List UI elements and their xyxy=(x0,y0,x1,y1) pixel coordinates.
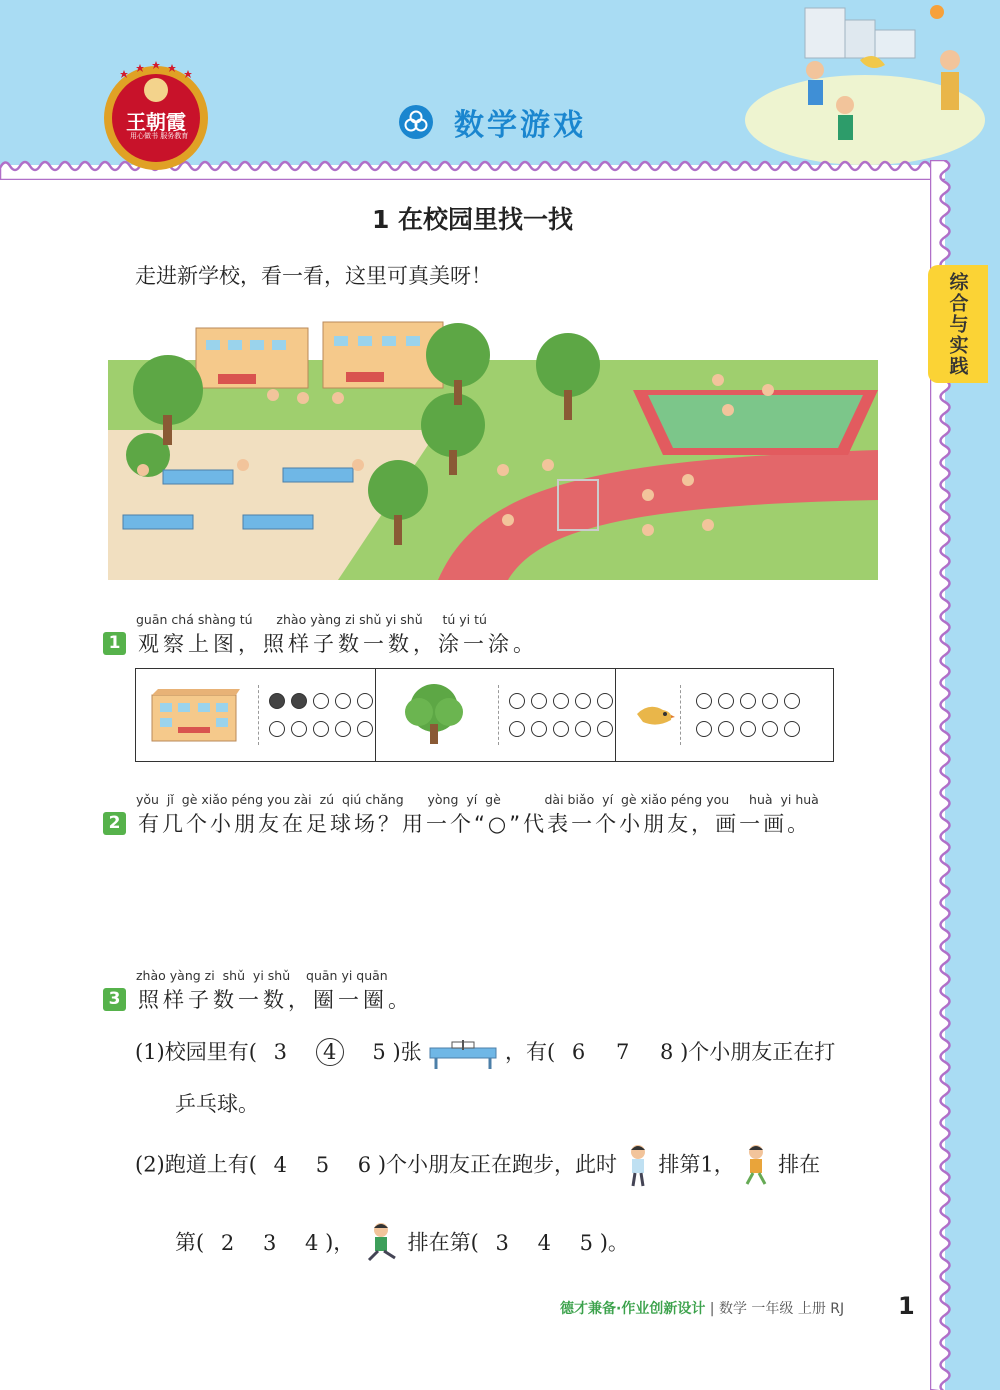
logo-tagline: 用心做书 服务教育 xyxy=(130,132,189,140)
tree-circles[interactable] xyxy=(509,693,615,737)
empty-circle[interactable] xyxy=(357,693,373,709)
sub1-option[interactable]: 3 xyxy=(273,1040,288,1064)
empty-circle[interactable] xyxy=(553,721,569,737)
q1-text: 观察上图，照样子数一数，涂一涂。 xyxy=(138,632,538,656)
bird-icon xyxy=(633,700,675,730)
cell-divider xyxy=(498,685,499,745)
empty-circle[interactable] xyxy=(762,721,778,737)
sub2-line2-pre: 第( xyxy=(175,1230,205,1255)
sub1-mid2: ，有( xyxy=(505,1040,556,1064)
lesson-title: 1 在校园里找一找 xyxy=(371,205,574,234)
empty-circle[interactable] xyxy=(696,693,712,709)
q3-sub2-line2 xyxy=(175,1222,629,1266)
empty-circle[interactable] xyxy=(531,693,547,709)
filled-circle[interactable] xyxy=(269,693,285,709)
sub2-option[interactable]: 5 xyxy=(315,1152,330,1177)
empty-circle[interactable] xyxy=(509,721,525,737)
logo-brand-text: 王朝霞 xyxy=(126,110,186,134)
empty-circle[interactable] xyxy=(531,721,547,737)
q1-count-table xyxy=(135,668,834,762)
q3-sub1-line1 xyxy=(135,1036,835,1070)
sub1-option-circled[interactable]: 4 xyxy=(316,1038,344,1066)
page-footer xyxy=(560,1298,844,1318)
empty-circle[interactable] xyxy=(335,693,351,709)
sub2-option2[interactable]: 3 xyxy=(262,1230,277,1255)
question-1 xyxy=(103,612,538,658)
empty-circle[interactable] xyxy=(696,721,712,737)
sub2-line2-rank: 排在第( xyxy=(407,1230,479,1255)
campus-scene-illustration xyxy=(108,300,878,580)
sub1-option2[interactable]: 8 xyxy=(660,1040,674,1064)
q2-text: 有几个小朋友在足球场？用一个“○”代表一个小朋友，画一画。 xyxy=(138,812,812,836)
footer-series: 德才兼备·作业创新设计 xyxy=(560,1301,706,1317)
empty-circle[interactable] xyxy=(553,693,569,709)
q3-text: 照样子数一数，圈一圈。 xyxy=(138,988,413,1012)
empty-circle[interactable] xyxy=(269,721,285,737)
school-kids-illustration xyxy=(745,0,1000,170)
sub2-option2[interactable]: 2 xyxy=(220,1230,235,1255)
three-circles-icon xyxy=(398,104,434,140)
footer-info: | 数学 一年级 上册 RJ xyxy=(709,1301,845,1317)
empty-circle[interactable] xyxy=(335,721,351,737)
sub2-rank1: 排第1， xyxy=(658,1152,735,1177)
sub2-option[interactable]: 6 xyxy=(357,1152,372,1177)
cell-divider xyxy=(680,685,681,745)
empty-circle[interactable] xyxy=(597,721,613,737)
empty-circle[interactable] xyxy=(575,721,591,737)
empty-circle[interactable] xyxy=(597,693,613,709)
unit-title: 数学游戏 xyxy=(454,108,586,143)
q2-pinyin: yǒu jǐ gè xiǎo péng you zài zú qiú chǎng yòng yí gè dài biǎo yí gè xiǎo péng you huà yi huà xyxy=(136,792,819,807)
sub2-option3[interactable]: 3 xyxy=(495,1230,509,1255)
sub2-line2-end: )。 xyxy=(599,1230,629,1255)
count-cell-building xyxy=(136,669,375,761)
side-tab[interactable]: 综合与实践 xyxy=(928,265,988,383)
sub2-option2[interactable]: 4 xyxy=(305,1230,319,1255)
filled-circle[interactable] xyxy=(291,693,307,709)
building-icon xyxy=(148,685,240,745)
sub1-option2[interactable]: 6 xyxy=(571,1040,586,1064)
page-number: 1 xyxy=(898,1292,915,1320)
empty-circle[interactable] xyxy=(313,693,329,709)
sub2-post: )个小朋友正在跑步，此时 xyxy=(377,1152,618,1177)
sub2-option3[interactable]: 5 xyxy=(579,1230,594,1255)
empty-circle[interactable] xyxy=(291,721,307,737)
empty-circle[interactable] xyxy=(509,693,525,709)
cell-divider xyxy=(258,685,259,745)
count-cell-tree xyxy=(375,669,615,761)
sub1-continuation: 乒乓球。 xyxy=(175,1092,259,1116)
count-cell-bird xyxy=(615,669,833,761)
empty-circle[interactable] xyxy=(718,721,734,737)
unit-header xyxy=(398,100,586,144)
tree-icon xyxy=(399,682,469,748)
empty-circle[interactable] xyxy=(740,721,756,737)
question-3 xyxy=(103,968,413,1014)
runner-girl-icon xyxy=(741,1144,771,1188)
sub1-pre: (1)校园里有( xyxy=(135,1040,257,1064)
ping-pong-table-icon xyxy=(428,1038,498,1070)
runner-boy-green-icon xyxy=(361,1222,401,1266)
empty-circle[interactable] xyxy=(762,693,778,709)
sub2-pre: (2)跑道上有( xyxy=(135,1152,257,1177)
sub1-post: )个小朋友正在打 xyxy=(680,1040,836,1064)
q1-pinyin: guān chá shàng tú zhào yàng zi shǔ yi shǔ tú yi tú xyxy=(136,612,487,627)
sub2-option3[interactable]: 4 xyxy=(537,1230,551,1255)
sub1-option[interactable]: 5 xyxy=(372,1040,386,1064)
q1-number: 1 xyxy=(103,632,126,655)
intro-text: 走进新学校，看一看，这里可真美呀！ xyxy=(135,264,492,288)
q3-pinyin: zhào yàng zi shǔ yi shǔ quān yi quān xyxy=(136,968,388,983)
building-circles[interactable] xyxy=(269,693,375,737)
empty-circle[interactable] xyxy=(718,693,734,709)
sub1-option2[interactable]: 7 xyxy=(615,1040,630,1064)
empty-circle[interactable] xyxy=(740,693,756,709)
q3-number: 3 xyxy=(103,988,126,1011)
sub2-option[interactable]: 4 xyxy=(273,1152,288,1177)
sub1-mid: )张 xyxy=(392,1040,422,1064)
empty-circle[interactable] xyxy=(784,693,800,709)
sub2-rank2: 排在 xyxy=(778,1152,821,1177)
empty-circle[interactable] xyxy=(357,721,373,737)
q2-number: 2 xyxy=(103,812,126,835)
bird-circles[interactable] xyxy=(696,693,802,737)
sub2-line2-mid: )， xyxy=(325,1230,355,1255)
runner-boy-icon xyxy=(624,1144,652,1188)
empty-circle[interactable] xyxy=(784,721,800,737)
question-2 xyxy=(103,792,819,838)
q3-sub2-line1 xyxy=(135,1144,820,1188)
empty-circle[interactable] xyxy=(575,693,591,709)
empty-circle[interactable] xyxy=(313,721,329,737)
